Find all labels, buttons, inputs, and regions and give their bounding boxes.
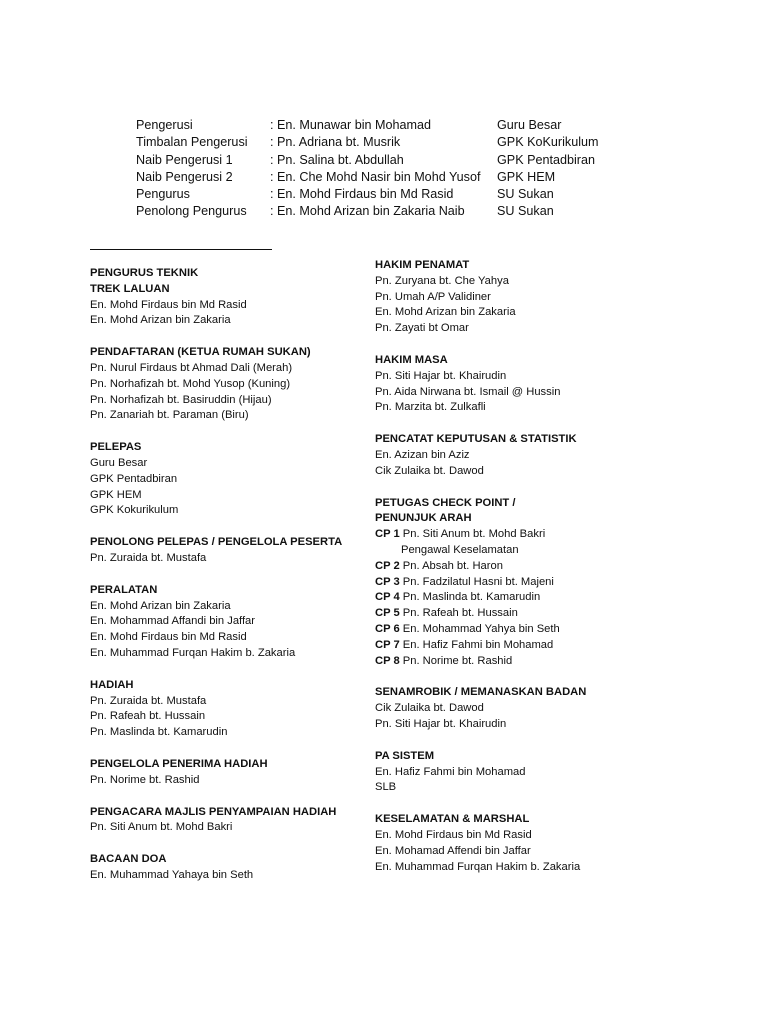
member-name: Pn. Marzita bt. Zulkafli (375, 401, 486, 414)
member-name: GPK HEM (90, 488, 142, 501)
officer-title: GPK HEM (497, 169, 556, 184)
checkpoint-row (375, 622, 705, 638)
member-name: Guru Besar (90, 456, 148, 469)
member-name: Pn. Nurul Firdaus bt Ahmad Dali (Merah) (90, 361, 293, 374)
officer-title: SU Sukan (497, 187, 554, 202)
section-heading: PENGACARA MAJLIS PENYAMPAIAN HADIAH (90, 805, 337, 818)
checkpoint-row (375, 559, 705, 575)
member-name: Pn. Rafeah bt. Hussain (90, 710, 206, 723)
member-name: Pn. Norime bt. Rashid (90, 773, 200, 786)
committee-section (90, 757, 360, 789)
section-heading: PENUNJUK ARAH (375, 512, 472, 525)
committee-section (90, 440, 360, 519)
checkpoint-section (375, 496, 705, 670)
checkpoint-row (375, 590, 705, 606)
section-heading: HADIAH (90, 678, 134, 691)
member-name: Pn. Zanariah bt. Paraman (Biru) (90, 409, 249, 422)
right-column (375, 258, 705, 891)
checkpoint-name: Pn. Fadzilatul Hasni bt. Majeni (402, 575, 554, 588)
officer-row (136, 169, 617, 186)
officer-role: Naib Pengerusi 1 (136, 152, 233, 167)
member-name: En. Muhammad Furqan Hakim b. Zakaria (375, 860, 581, 873)
member-name: GPK Kokurikulum (90, 504, 179, 517)
section-heading: PENCATAT KEPUTUSAN & STATISTIK (375, 433, 577, 446)
left-column (90, 266, 360, 900)
committee-section (90, 678, 360, 741)
section-heading: KESELAMATAN & MARSHAL (375, 813, 530, 826)
committee-section (90, 805, 360, 837)
checkpoint-row (375, 638, 705, 654)
member-name: GPK Pentadbiran (90, 472, 178, 485)
section-divider (90, 249, 272, 250)
officer-name: : En. Mohd Arizan bin Zakaria Naib (270, 204, 465, 219)
section-heading: PENGURUS TEKNIK (90, 267, 199, 279)
section-heading: PERALATAN (90, 583, 158, 596)
member-name: En. Mohammad Affandi bin Jaffar (90, 615, 256, 628)
member-name: Pn. Norhafizah bt. Mohd Yusop (Kuning) (90, 377, 291, 390)
checkpoint-code: CP 1 (375, 528, 400, 541)
checkpoint-code: CP 7 (375, 638, 400, 651)
checkpoint-code: CP 5 (375, 607, 400, 620)
committee-section (90, 583, 360, 662)
checkpoint-name: Pn. Rafeah bt. Hussain (402, 607, 518, 620)
officer-role: Penolong Pengurus (136, 204, 247, 219)
section-heading: PELEPAS (90, 441, 142, 454)
officer-role: Pengurus (136, 187, 190, 202)
member-name: En. Mohd Arizan bin Zakaria (90, 314, 231, 327)
officer-row (136, 134, 617, 151)
member-name: Pn. Aida Nirwana bt. Ismail @ Hussin (375, 385, 561, 398)
officer-title: Guru Besar (497, 118, 562, 132)
checkpoint-code: CP 3 (375, 575, 400, 588)
officer-title: GPK Pentadbiran (497, 152, 596, 167)
member-name: Pn. Zayati bt Omar (375, 322, 469, 335)
member-name: SLB (375, 781, 397, 794)
member-name: En. Mohd Firdaus bin Md Rasid (90, 631, 247, 644)
checkpoint-row (375, 654, 705, 670)
section-heading: HAKIM MASA (375, 353, 448, 366)
checkpoint-row (375, 606, 705, 622)
member-name: Pn. Siti Hajar bt. Khairudin (375, 369, 507, 382)
officer-title: SU Sukan (497, 204, 554, 219)
officer-role: Timbalan Pengerusi (136, 135, 248, 150)
member-name: En. Mohamad Affendi bin Jaffar (375, 844, 531, 857)
committee-section (375, 432, 705, 479)
checkpoint-name: En. Mohammad Yahya bin Seth (402, 622, 560, 635)
member-name: Pn. Maslinda bt. Kamarudin (90, 726, 228, 739)
member-name: Pn. Siti Hajar bt. Khairudin (375, 717, 507, 730)
member-name: Pn. Umah A/P Validiner (375, 290, 491, 303)
member-name: En. Mohd Firdaus bin Md Rasid (375, 828, 532, 841)
member-name: Cik Zulaika bt. Dawod (375, 702, 484, 715)
officer-row (136, 152, 617, 169)
checkpoint-name: En. Hafiz Fahmi bin Mohamad (402, 638, 554, 651)
checkpoint-row (375, 575, 705, 591)
committee-section (90, 345, 360, 424)
officer-row (136, 117, 617, 134)
officer-name: : En. Che Mohd Nasir bin Mohd Yusof (270, 169, 481, 184)
officers-table (136, 117, 617, 221)
committee-section (375, 353, 705, 416)
member-name: Pn. Zuryana bt. Che Yahya (375, 274, 509, 287)
member-name: En. Muhammad Furqan Hakim b. Zakaria (90, 646, 296, 659)
checkpoint-code: CP 4 (375, 591, 400, 604)
section-heading: SENAMROBIK / MEMANASKAN BADAN (375, 686, 587, 699)
committee-section (375, 258, 705, 337)
section-heading: PENOLONG PELEPAS / PENGELOLA PESERTA (90, 536, 343, 549)
section-heading: TREK LALUAN (90, 282, 170, 295)
section-heading: HAKIM PENAMAT (375, 259, 470, 271)
committee-section (375, 749, 705, 796)
committee-section (90, 535, 360, 567)
officer-row (136, 203, 617, 220)
member-name: Pn. Norhafizah bt. Basiruddin (Hijau) (90, 393, 272, 406)
section-heading: PENGELOLA PENERIMA HADIAH (90, 757, 268, 770)
member-name: En. Mohd Arizan bin Zakaria (375, 306, 516, 319)
officer-name: : Pn. Salina bt. Abdullah (270, 152, 404, 167)
checkpoint-name: Pn. Norime bt. Rashid (402, 654, 513, 667)
member-name: Pn. Zuraida bt. Mustafa (90, 551, 207, 564)
committee-section (90, 852, 360, 884)
officer-name: : Pn. Adriana bt. Musrik (270, 135, 401, 150)
checkpoint-code: CP 8 (375, 654, 400, 667)
officer-name: : En. Mohd Firdaus bin Md Rasid (270, 187, 454, 202)
checkpoint-name: Pn. Siti Anum bt. Mohd Bakri (402, 528, 546, 541)
checkpoint-name: Pn. Absah bt. Haron (402, 559, 503, 572)
committee-section (375, 812, 705, 875)
officer-role: Pengerusi (136, 118, 193, 132)
member-name: Cik Zulaika bt. Dawod (375, 464, 484, 477)
officer-title: GPK KoKurikulum (497, 135, 599, 150)
section-heading: PENDAFTARAN (KETUA RUMAH SUKAN) (90, 346, 311, 359)
checkpoint-code: CP 6 (375, 622, 400, 635)
member-name: En. Azizan bin Aziz (375, 448, 470, 461)
member-name: En. Hafiz Fahmi bin Mohamad (375, 765, 526, 778)
section-heading: PETUGAS CHECK POINT / (375, 496, 516, 509)
member-name: En. Muhammad Yahaya bin Seth (90, 868, 254, 881)
member-name: Pn. Zuraida bt. Mustafa (90, 694, 207, 707)
checkpoint-code: CP 2 (375, 559, 400, 572)
officer-row (136, 186, 617, 203)
checkpoint-row (375, 527, 705, 543)
section-heading: BACAAN DOA (90, 853, 167, 866)
checkpoint-name: Pn. Maslinda bt. Kamarudin (402, 591, 541, 604)
officer-name: : En. Munawar bin Mohamad (270, 118, 432, 132)
checkpoint-note: Pengawal Keselamatan (401, 543, 519, 556)
officer-role: Naib Pengerusi 2 (136, 169, 233, 184)
member-name: En. Mohd Firdaus bin Md Rasid (90, 298, 247, 311)
committee-section (90, 266, 360, 329)
member-name: Pn. Siti Anum bt. Mohd Bakri (90, 821, 233, 834)
section-heading: PA SISTEM (375, 749, 435, 762)
member-name: En. Mohd Arizan bin Zakaria (90, 599, 231, 612)
committee-section (375, 685, 705, 732)
